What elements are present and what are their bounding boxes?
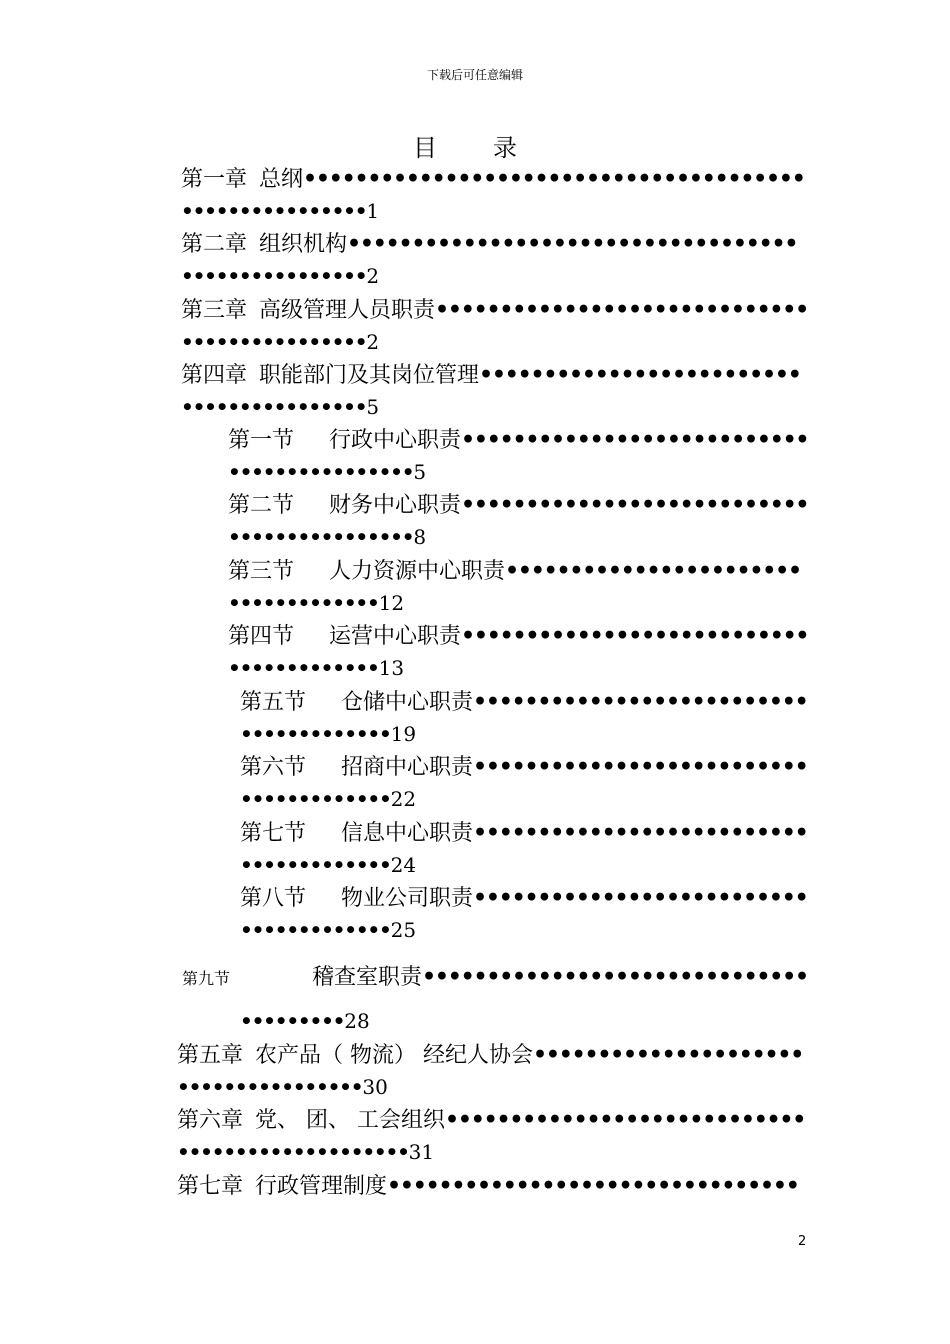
page-header: 下载后可任意编辑 bbox=[426, 68, 523, 82]
toc-page-number: 25 bbox=[390, 918, 417, 942]
toc-title-text: 行政管理制度 bbox=[255, 1174, 388, 1199]
toc-leader: ••••••••••••••••••••• bbox=[533, 1042, 804, 1068]
toc-leader: ••••••••••••• bbox=[240, 918, 391, 942]
toc-label: 第五节 bbox=[240, 690, 307, 715]
toc-leader: ••••••••••••••••••••••••••• bbox=[461, 623, 809, 649]
toc-title-text: 人力资源中心职责 bbox=[329, 559, 506, 584]
toc-entry[interactable] bbox=[228, 621, 808, 651]
toc-title-text: 财务中心职责 bbox=[329, 493, 462, 518]
toc-entry-continuation bbox=[181, 263, 379, 289]
toc-title-text: 组织机构 bbox=[259, 232, 348, 257]
toc-title-part1: 目 bbox=[413, 134, 437, 162]
toc-title-text: 总纲 bbox=[259, 167, 304, 192]
toc-leader: •••••••••••••••• bbox=[181, 264, 367, 288]
toc-page-number: 12 bbox=[378, 591, 405, 615]
toc-entry[interactable] bbox=[240, 818, 807, 848]
toc-page-number: 1 bbox=[366, 199, 380, 223]
toc-entry[interactable] bbox=[181, 295, 808, 325]
toc-label: 第四章 bbox=[181, 363, 248, 388]
toc-entry-continuation bbox=[181, 394, 379, 420]
toc-label: 第七节 bbox=[240, 821, 307, 846]
toc-leader: •••••••••••••••••••••••••••• bbox=[445, 1107, 806, 1133]
toc-title-text: 运营中心职责 bbox=[329, 624, 462, 649]
toc-page-number: 31 bbox=[408, 1140, 435, 1164]
toc-page-number: 8 bbox=[413, 525, 427, 549]
toc-entry-continuation bbox=[181, 329, 379, 355]
toc-leader: •••••••••••••••••••••••••• bbox=[473, 754, 808, 780]
toc-title-text: 职能部门及其岗位管理 bbox=[259, 363, 480, 388]
toc-entry[interactable] bbox=[240, 687, 807, 717]
toc-leader: ••••••••••••• bbox=[228, 591, 379, 615]
toc-entry[interactable] bbox=[177, 1040, 803, 1070]
toc-page-number: 2 bbox=[366, 264, 380, 288]
toc-leader: •••••••••••••••• bbox=[181, 330, 367, 354]
toc-title-text: 物业公司职责 bbox=[341, 886, 474, 911]
toc-entry[interactable] bbox=[181, 360, 801, 390]
toc-title-text: 招商中心职责 bbox=[341, 755, 474, 780]
toc-leader: ••••••••••••••••••••••••••••• bbox=[435, 297, 809, 323]
toc-label: 第三节 bbox=[228, 559, 295, 584]
toc-leader: •••••••••••••••••••••••••••••••• bbox=[387, 1173, 799, 1199]
toc-entry-continuation bbox=[177, 1074, 388, 1100]
toc-leader: ••••••••••••• bbox=[240, 853, 391, 877]
toc-label: 第一节 bbox=[228, 428, 295, 453]
toc-title-text: 信息中心职责 bbox=[341, 821, 474, 846]
toc-leader: •••••••••••••••••••••••••••••• bbox=[422, 964, 808, 990]
toc-page-number: 24 bbox=[390, 853, 417, 877]
toc-leader: ••••••••••••• bbox=[240, 787, 391, 811]
toc-entry-continuation bbox=[228, 655, 404, 681]
toc-page-number: 2 bbox=[366, 330, 380, 354]
toc-leader: •••••••••••••••• bbox=[177, 1075, 363, 1099]
toc-entry[interactable] bbox=[181, 164, 805, 194]
toc-leader: •••••••••••••••• bbox=[181, 395, 367, 419]
toc-entry[interactable] bbox=[182, 962, 808, 992]
toc-leader: ••••••••• bbox=[240, 1009, 345, 1033]
toc-leader: •••••••••••••••••••••••••• bbox=[473, 689, 808, 715]
toc-entry[interactable] bbox=[177, 1171, 799, 1201]
toc-title-text: 仓储中心职责 bbox=[341, 690, 474, 715]
toc-leader: •••••••••••••••••••••••••• bbox=[473, 885, 808, 911]
toc-leader: ••••••••••••••••••••••••••••••••••• bbox=[347, 231, 798, 257]
toc-page-number: 19 bbox=[390, 722, 417, 746]
toc-entry[interactable] bbox=[177, 1105, 805, 1135]
toc-title-part2: 录 bbox=[493, 134, 517, 162]
toc-leader: ••••••••••••• bbox=[228, 656, 379, 680]
toc-page-number: 22 bbox=[390, 787, 417, 811]
toc-entry-continuation bbox=[228, 524, 426, 550]
toc-leader: •••••••••••••••• bbox=[228, 525, 414, 549]
toc-label: 第九节 bbox=[182, 969, 231, 988]
toc-leader: ••••••••••••••••••••••••••••••••••••••• bbox=[303, 166, 805, 192]
toc-leader: •••••••••••••••••••••••••• bbox=[473, 820, 808, 846]
toc-page-number: 28 bbox=[344, 1009, 370, 1033]
toc-label: 第八节 bbox=[240, 886, 307, 911]
toc-entry-continuation bbox=[228, 459, 426, 485]
toc-entry[interactable] bbox=[181, 229, 797, 259]
toc-page-number: 5 bbox=[366, 395, 380, 419]
toc-entry-continuation bbox=[240, 1008, 370, 1034]
toc-label: 第二节 bbox=[228, 493, 295, 518]
toc-leader: ••••••••••••• bbox=[240, 722, 391, 746]
toc-label: 第五章 bbox=[177, 1043, 244, 1068]
toc-entry[interactable] bbox=[228, 556, 801, 586]
toc-page-number: 13 bbox=[378, 656, 405, 680]
toc-leader: ••••••••••••••••••••••• bbox=[505, 558, 801, 584]
toc-label: 第二章 bbox=[181, 232, 248, 257]
toc-title-text: 党、 团、 工会组织 bbox=[255, 1108, 446, 1133]
toc-label: 第七章 bbox=[177, 1174, 244, 1199]
toc-leader: ••••••••••••••••••••••••• bbox=[479, 362, 801, 388]
toc-title-text: 行政中心职责 bbox=[329, 428, 462, 453]
toc-entry-continuation bbox=[240, 721, 416, 747]
toc-entry-continuation bbox=[240, 786, 416, 812]
toc-label: 第三章 bbox=[181, 298, 248, 323]
toc-page-number: 5 bbox=[413, 460, 427, 484]
toc-entry-continuation bbox=[240, 917, 416, 943]
toc-entry-continuation bbox=[240, 852, 416, 878]
toc-entry-continuation bbox=[228, 590, 404, 616]
toc-entry[interactable] bbox=[228, 490, 808, 520]
toc-leader: •••••••••••••••••••• bbox=[177, 1140, 409, 1164]
toc-title-text: 稽查室职责 bbox=[312, 965, 423, 990]
toc-leader: ••••••••••••••••••••••••••• bbox=[461, 492, 809, 518]
toc-entry-continuation bbox=[177, 1139, 434, 1165]
toc-leader: •••••••••••••••• bbox=[228, 460, 414, 484]
toc-label: 第一章 bbox=[181, 167, 248, 192]
toc-entry-continuation bbox=[181, 198, 379, 224]
toc-title-text: 高级管理人员职责 bbox=[259, 298, 436, 323]
toc-title bbox=[413, 128, 517, 163]
toc-page-number: 30 bbox=[362, 1075, 388, 1099]
toc-leader: •••••••••••••••• bbox=[181, 199, 367, 223]
page-number: 2 bbox=[798, 1234, 807, 1249]
toc-title-text: 农产品（ 物流） 经纪人协会 bbox=[255, 1043, 534, 1068]
toc-entry[interactable] bbox=[240, 883, 807, 913]
toc-label: 第六节 bbox=[240, 755, 307, 780]
toc-label: 第四节 bbox=[228, 624, 295, 649]
toc-leader: ••••••••••••••••••••••••••• bbox=[461, 427, 809, 453]
toc-label: 第六章 bbox=[177, 1108, 244, 1133]
toc-entry[interactable] bbox=[228, 425, 808, 455]
toc-entry[interactable] bbox=[240, 752, 807, 782]
